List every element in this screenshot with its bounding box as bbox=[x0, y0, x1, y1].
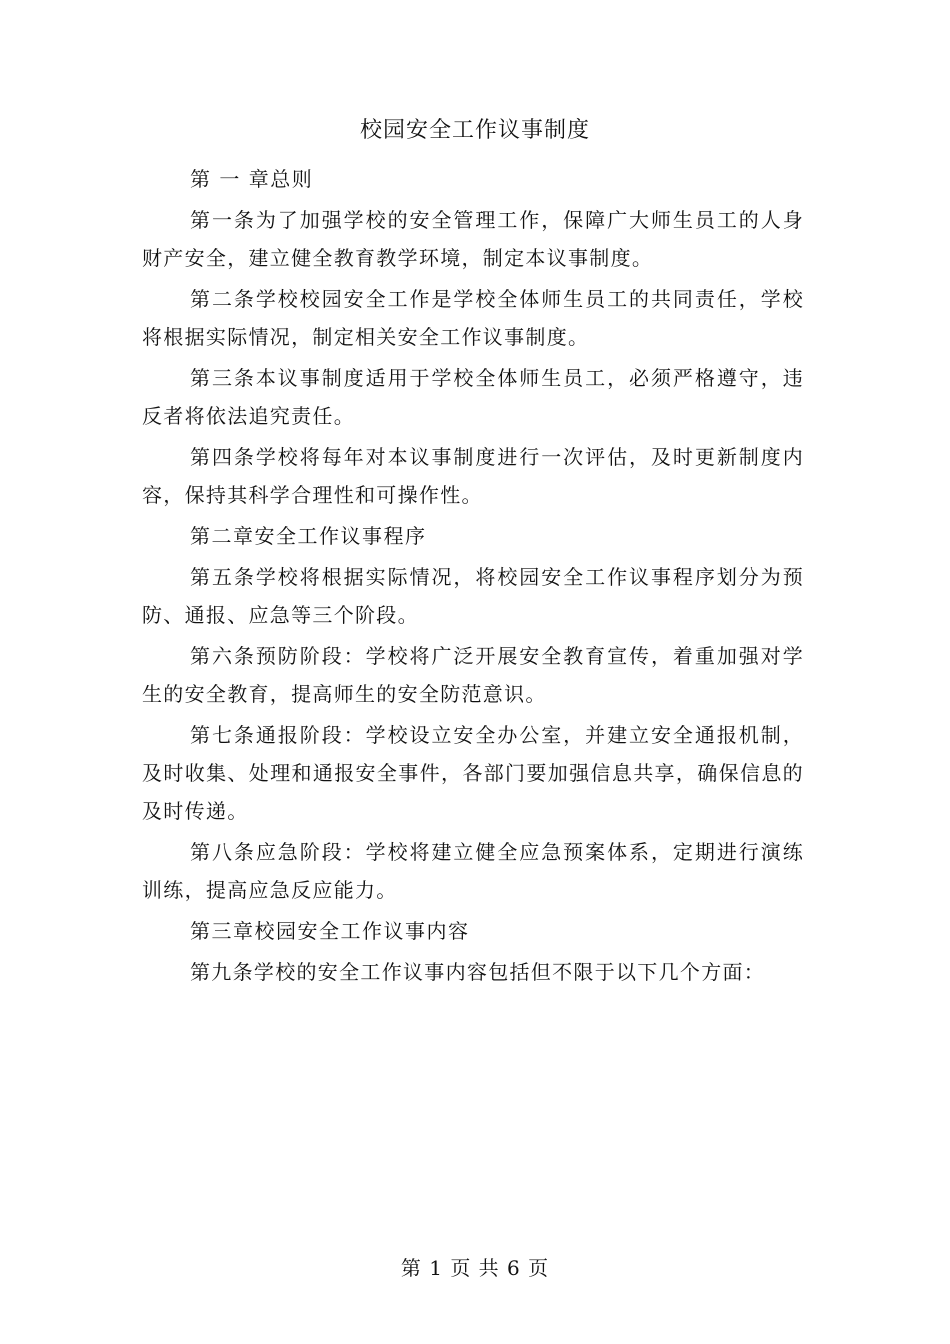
article-paragraph: 第八条应急阶段：学校将建立健全应急预案体系，定期进行演练训练，提高应急反应能力。 bbox=[142, 840, 804, 902]
document-body bbox=[142, 160, 804, 994]
article-paragraph: 第六条预防阶段：学校将广泛开展安全教育宣传，着重加强对学生的安全教育，提高师生的安全防范意识。 bbox=[142, 644, 804, 706]
chapter-heading: 第三章校园安全工作议事内容 bbox=[190, 919, 470, 943]
article-paragraph: 第七条通报阶段：学校设立安全办公室，并建立安全通报机制，及时收集、处理和通报安全事件，各部门要加强信息共享，确保信息的及时传递。 bbox=[142, 723, 804, 823]
article-paragraph: 第四条学校将每年对本议事制度进行一次评估，及时更新制度内容，保持其科学合理性和可操作性。 bbox=[142, 445, 804, 507]
article-paragraph: 第一条为了加强学校的安全管理工作，保障广大师生员工的人身财产安全，建立健全教育教学环境，制定本议事制度。 bbox=[142, 208, 804, 270]
chapter-heading: 第 一 章总则 bbox=[190, 167, 314, 191]
article-paragraph: 第二条学校校园安全工作是学校全体师生员工的共同责任，学校将根据实际情况，制定相关安全工作议事制度。 bbox=[142, 287, 804, 349]
document-title: 校园安全工作议事制度 bbox=[359, 118, 590, 143]
page-footer: 第 1 页 共 6 页 bbox=[400, 1256, 550, 1280]
article-paragraph: 第三条本议事制度适用于学校全体师生员工，必须严格遵守，违反者将依法追究责任。 bbox=[142, 366, 804, 428]
article-paragraph: 第九条学校的安全工作议事内容包括但不限于以下几个方面： bbox=[190, 960, 766, 984]
article-paragraph: 第五条学校将根据实际情况，将校园安全工作议事程序划分为预防、通报、应急等三个阶段。 bbox=[142, 565, 804, 627]
chapter-heading: 第二章安全工作议事程序 bbox=[190, 524, 427, 548]
